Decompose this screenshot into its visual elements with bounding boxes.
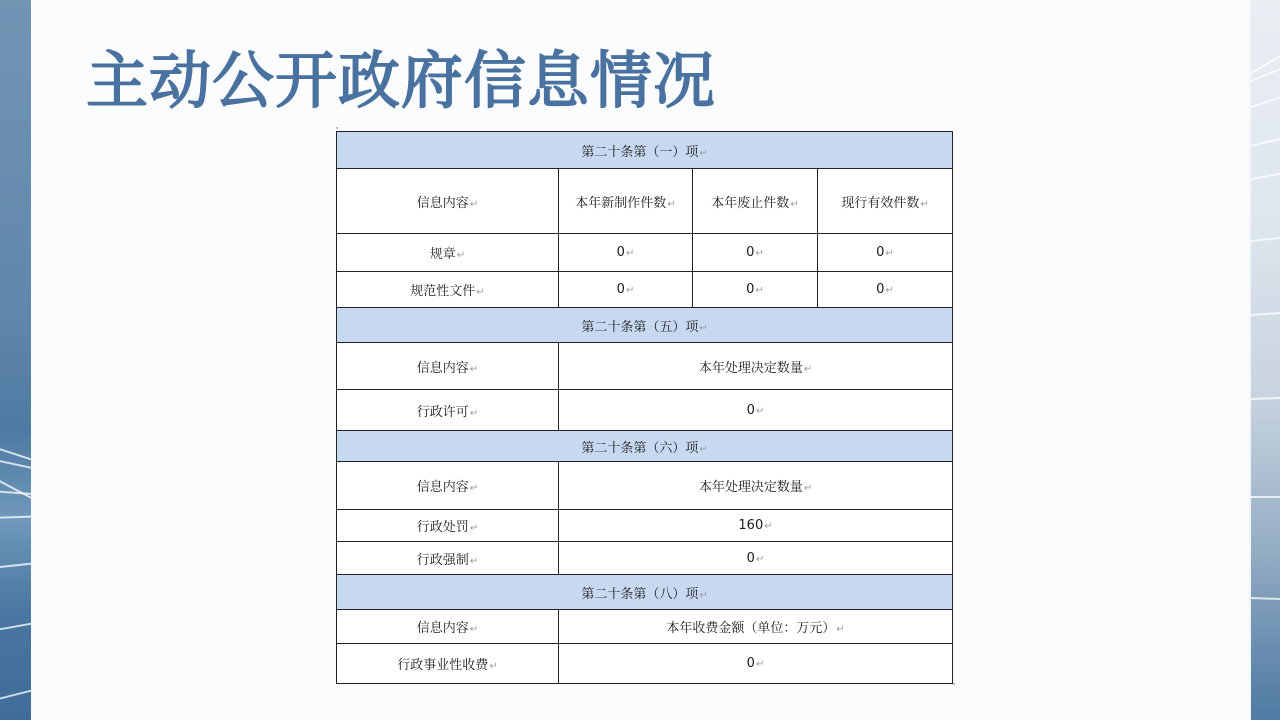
left-decorative-band — [0, 0, 31, 720]
section-header-row — [337, 431, 953, 462]
paragraph-mark-icon: ↵ — [699, 589, 708, 601]
paragraph-mark-icon: ↵ — [699, 443, 708, 455]
row-label: 行政许可↵ — [337, 390, 559, 431]
paragraph-mark-icon: ↵ — [885, 248, 894, 259]
section-heading: 第二十条第（五）项↵ — [337, 308, 953, 343]
paragraph-mark-icon: ↵ — [790, 198, 799, 210]
paragraph-mark-icon: ↵ — [469, 523, 479, 534]
column-header: 本年处理决定数量↵ — [559, 343, 953, 390]
table-row — [337, 390, 953, 431]
row-label: 行政强制↵ — [337, 542, 559, 575]
section-heading — [337, 132, 953, 169]
column-header: 信息内容↵ — [337, 343, 559, 390]
paragraph-mark-icon: ↵ — [764, 521, 773, 532]
paragraph-mark-icon: ↵ — [456, 250, 466, 261]
disclosure-table — [336, 131, 953, 684]
paragraph-mark-icon: ↵ — [476, 287, 485, 298]
column-header: 本年新制作件数↵ — [559, 169, 693, 234]
paragraph-mark-icon: ↵ — [469, 407, 479, 419]
right-decorative-band — [1249, 0, 1280, 720]
column-header: 本年收费金额（单位：万元）↵ — [559, 610, 953, 644]
paragraph-mark-icon: ↵ — [755, 553, 765, 565]
paragraph-mark-icon: ↵ — [469, 555, 479, 567]
paragraph-mark-icon: ↵ — [920, 198, 929, 210]
paragraph-mark-icon: ↵ — [803, 483, 813, 494]
row-label: 规范性文件↵ — [337, 272, 559, 308]
column-header-row — [337, 169, 953, 234]
paragraph-mark-icon: ↵ — [699, 147, 708, 159]
paragraph-mark-icon: ↵ — [469, 483, 479, 494]
column-header: 信息内容↵ — [337, 462, 559, 510]
paragraph-mark-icon: ↵ — [625, 248, 635, 259]
paragraph-mark-icon: ↵ — [755, 405, 765, 417]
column-header: 现行有效件数↵ — [818, 169, 953, 234]
cell-value: 0↵ — [559, 390, 953, 431]
column-header-row — [337, 343, 953, 390]
table-row — [337, 272, 953, 308]
column-header: 本年处理决定数量↵ — [559, 462, 953, 510]
cell-value: 0↵ — [818, 234, 953, 272]
column-header-row — [337, 610, 953, 644]
paragraph-mark-icon: ↵ — [469, 624, 479, 635]
paragraph-mark-icon: ↵ — [667, 198, 676, 210]
table-row — [337, 542, 953, 575]
row-label: 行政处罚↵ — [337, 510, 559, 542]
row-label: 规章↵ — [337, 234, 559, 272]
table-row — [337, 234, 953, 272]
section-header-row — [337, 132, 953, 169]
paragraph-mark-icon: ↵ — [755, 285, 764, 296]
column-header: 信息内容↵ — [337, 610, 559, 644]
cell-value: 0↵ — [559, 234, 693, 272]
column-header-row — [337, 462, 953, 510]
cell-value: 0↵ — [559, 542, 953, 575]
paragraph-mark-icon: ↵ — [755, 659, 765, 670]
paragraph-mark-icon: ↵ — [489, 661, 498, 672]
cell-value: 0↵ — [818, 272, 953, 308]
paragraph-mark-icon: ↵ — [625, 285, 635, 296]
disclosure-table-container — [336, 131, 952, 684]
section-heading-text: 第二十条第（一）项 — [581, 144, 699, 160]
slide-title: 主动公开政府信息情况 — [86, 44, 717, 117]
row-label: 行政事业性收费↵ — [337, 644, 559, 684]
column-header: 本年废止件数↵ — [693, 169, 818, 234]
section-header-row — [337, 575, 953, 610]
paragraph-mark-icon: ↵ — [836, 624, 845, 635]
section-heading: 第二十条第（八）项↵ — [337, 575, 953, 610]
paragraph-mark-icon: ↵ — [469, 198, 479, 210]
cell-value: 160↵ — [559, 510, 953, 542]
table-row — [337, 644, 953, 684]
paragraph-mark-icon: ↵ — [803, 363, 813, 375]
section-heading: 第二十条第（六）项↵ — [337, 431, 953, 462]
paragraph-mark-icon: ↵ — [699, 322, 708, 334]
corner-mark — [953, 683, 955, 685]
cell-value: 0↵ — [559, 272, 693, 308]
paragraph-mark-icon: ↵ — [755, 248, 764, 259]
section-header-row — [337, 308, 953, 343]
cell-value: 0↵ — [693, 234, 818, 272]
table-row — [337, 510, 953, 542]
column-header: 信息内容↵ — [337, 169, 559, 234]
paragraph-mark-icon: ↵ — [885, 285, 894, 296]
corner-mark — [336, 127, 338, 129]
paragraph-mark-icon: ↵ — [469, 363, 479, 375]
cell-value: 0↵ — [559, 644, 953, 684]
cell-value: 0↵ — [693, 272, 818, 308]
